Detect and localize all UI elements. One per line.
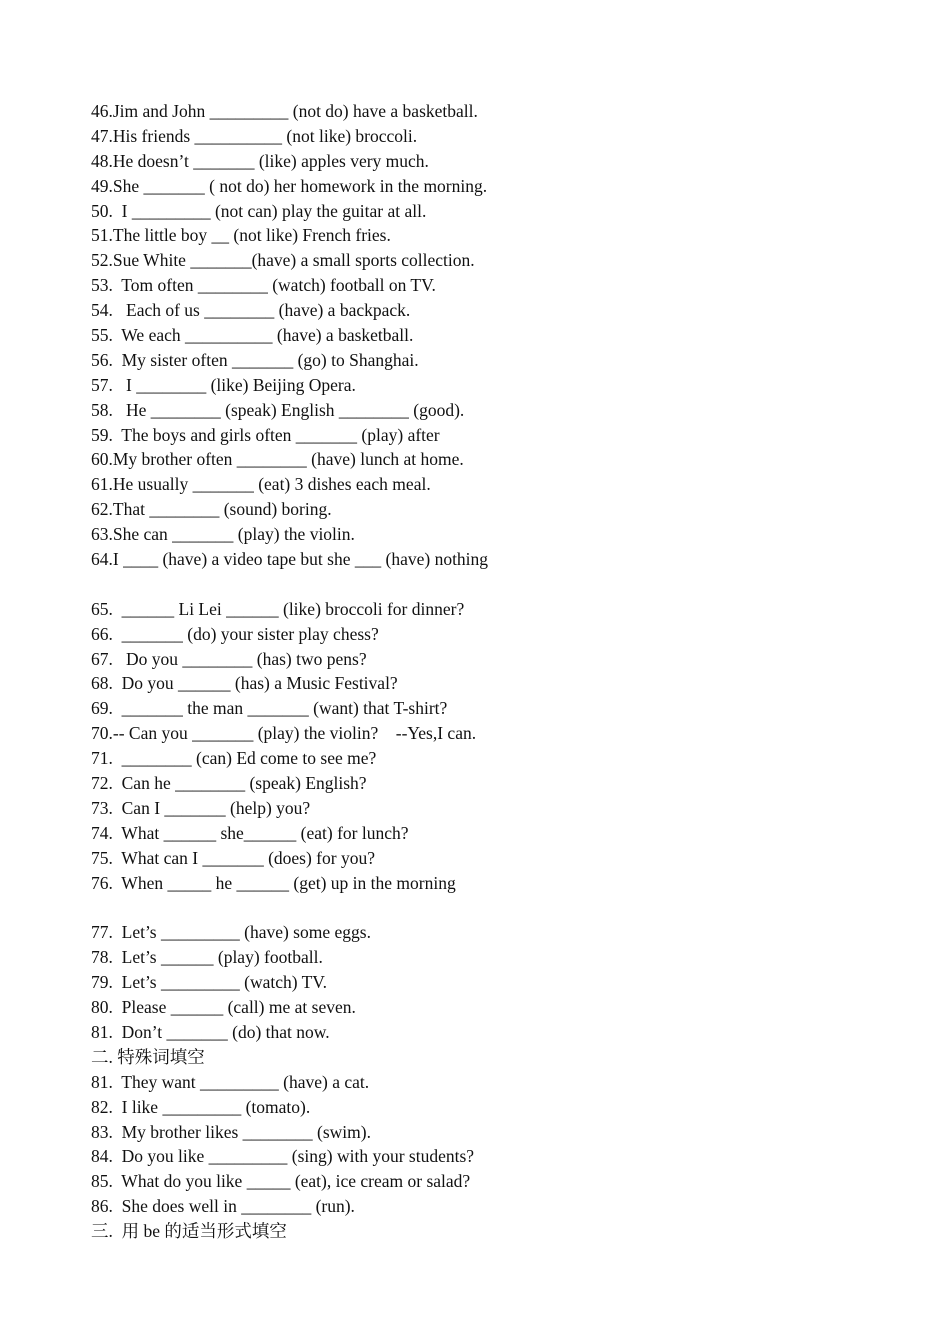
exercise-line: 52.Sue White _______(have) a small sports collection. bbox=[91, 250, 475, 271]
exercise-line: 62.That ________ (sound) boring. bbox=[91, 499, 332, 520]
exercise-line: 84. Do you like _________ (sing) with your students? bbox=[91, 1146, 475, 1167]
exercise-line: 71. ________ (can) Ed come to see me? bbox=[91, 748, 377, 769]
exercise-document bbox=[91, 99, 891, 1244]
exercise-line: 85. What do you like _____ (eat), ice cream or salad? bbox=[91, 1171, 471, 1192]
exercise-line: 73. Can I _______ (help) you? bbox=[91, 797, 311, 818]
exercise-line: 70.-- Can you _______ (play) the violin? --Yes,I can. bbox=[91, 723, 477, 744]
exercise-line: 76. When _____ he ______ (get) up in the morning bbox=[91, 872, 456, 893]
exercise-line: 49.She _______ ( not do) her homework in the morning. bbox=[91, 175, 488, 196]
exercise-line: 82. I like _________ (tomato). bbox=[91, 1096, 311, 1117]
exercise-line: 56. My sister often _______ (go) to Shanghai. bbox=[91, 349, 419, 370]
exercise-line: 79. Let’s _________ (watch) TV. bbox=[91, 972, 328, 993]
exercise-line: 46.Jim and John _________ (not do) have a basketball. bbox=[91, 101, 478, 121]
exercise-line: 72. Can he ________ (speak) English? bbox=[91, 773, 367, 794]
exercise-line: 77. Let’s _________ (have) some eggs. bbox=[91, 922, 371, 943]
exercise-line: 75. What can I _______ (does) for you? bbox=[91, 847, 375, 868]
exercise-line: 65. ______ Li Lei ______ (like) broccoli for dinner? bbox=[91, 598, 465, 619]
exercise-line: 50. I _________ (not can) play the guitar at all. bbox=[91, 200, 427, 221]
exercise-line: 51.The little boy __ (not like) French fries. bbox=[91, 225, 391, 246]
exercise-line: 78. Let’s ______ (play) football. bbox=[91, 947, 323, 968]
exercise-line: 47.His friends __________ (not like) broccoli. bbox=[91, 125, 418, 146]
exercise-line: 59. The boys and girls often _______ (play) after bbox=[91, 424, 440, 445]
exercise-line: 83. My brother likes ________ (swim). bbox=[91, 1121, 371, 1142]
blank-spacer bbox=[91, 896, 891, 921]
exercise-line: 58. He ________ (speak) English ________ (good). bbox=[91, 399, 465, 420]
exercise-line: 57. I ________ (like) Beijing Opera. bbox=[91, 374, 356, 395]
exercise-line: 54. Each of us ________ (have) a backpack. bbox=[91, 300, 411, 321]
exercise-line: 61.He usually _______ (eat) 3 dishes each meal. bbox=[91, 474, 431, 495]
exercise-line: 53. Tom often ________ (watch) football on TV. bbox=[91, 275, 436, 296]
exercise-line: 81. Don’t _______ (do) that now. bbox=[91, 1021, 330, 1042]
exercise-line: 81. They want _________ (have) a cat. bbox=[91, 1071, 370, 1092]
blank-spacer bbox=[91, 572, 891, 597]
exercise-line: 67. Do you ________ (has) two pens? bbox=[91, 648, 367, 669]
exercise-line: 74. What ______ she______ (eat) for lunch? bbox=[91, 822, 409, 843]
exercise-line: 66. _______ (do) your sister play chess? bbox=[91, 623, 379, 644]
section-heading: 二. 特殊词填空 bbox=[91, 1046, 205, 1067]
exercise-line: 68. Do you ______ (has) a Music Festival? bbox=[91, 673, 398, 694]
exercise-line: 69. _______ the man _______ (want) that T-shirt? bbox=[91, 698, 448, 719]
exercise-line: 60.My brother often ________ (have) lunch at home. bbox=[91, 449, 464, 470]
exercise-line: 63.She can _______ (play) the violin. bbox=[91, 524, 355, 545]
exercise-line: 86. She does well in ________ (run). bbox=[91, 1196, 355, 1217]
exercise-line: 55. We each __________ (have) a basketball. bbox=[91, 325, 414, 346]
section-heading: 三. 用 be 的适当形式填空 bbox=[91, 1221, 287, 1242]
exercise-line: 64.I ____ (have) a video tape but she ___ (have) nothing bbox=[91, 549, 489, 570]
exercise-line: 48.He doesn’t _______ (like) apples very much. bbox=[91, 150, 429, 171]
exercise-line: 80. Please ______ (call) me at seven. bbox=[91, 997, 356, 1018]
